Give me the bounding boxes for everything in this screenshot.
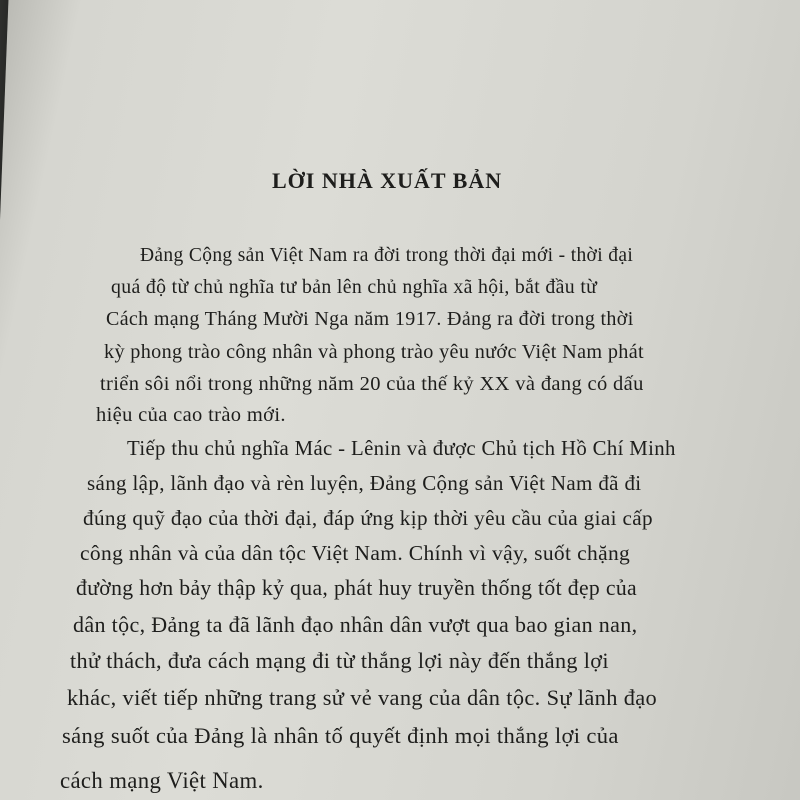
paragraph-line: Cách mạng Tháng Mười Nga năm 1917. Đảng ra đời trong thời [106,308,634,330]
paragraph-line: đúng quỹ đạo của thời đại, đáp ứng kịp thời yêu cầu của giai cấp [83,506,653,530]
paragraph-line: cách mạng Việt Nam. [60,768,264,793]
paragraph-line: thử thách, đưa cách mạng đi từ thắng lợi này đến thắng lợi [70,648,609,673]
paragraph-line: sáng lập, lãnh đạo và rèn luyện, Đảng Cộng sản Việt Nam đã đi [87,471,642,495]
paragraph-line: kỳ phong trào công nhân và phong trào yêu nước Việt Nam phát [104,341,644,363]
paragraph-line: Tiếp thu chủ nghĩa Mác - Lênin và được Chủ tịch Hồ Chí Minh [127,437,676,460]
paragraph-line: công nhân và của dân tộc Việt Nam. Chính vì vậy, suốt chặng [80,541,631,565]
page-title: LỜI NHÀ XUẤT BẢN [272,168,503,193]
paragraph-line: quá độ từ chủ nghĩa tư bản lên chủ nghĩa xã hội, bắt đầu từ [111,276,598,298]
paragraph-line: hiệu của cao trào mới. [96,404,286,426]
paragraph-line: khác, viết tiếp những trang sử vẻ vang của dân tộc. Sự lãnh đạo [67,685,658,710]
paragraph-line: Đảng Cộng sản Việt Nam ra đời trong thời đại mới - thời đại [140,245,634,266]
paragraph-line: đường hơn bảy thập kỷ qua, phát huy truyền thống tốt đẹp của [76,576,638,600]
page-content [40,0,800,800]
paragraph-line: sáng suốt của Đảng là nhân tố quyết định mọi thắng lợi của [62,723,619,748]
paragraph-line: dân tộc, Đảng ta đã lãnh đạo nhân dân vượt qua bao gian nan, [73,612,638,637]
paragraph-line: triển sôi nổi trong những năm 20 của thế kỷ XX và đang có dấu [100,373,644,395]
